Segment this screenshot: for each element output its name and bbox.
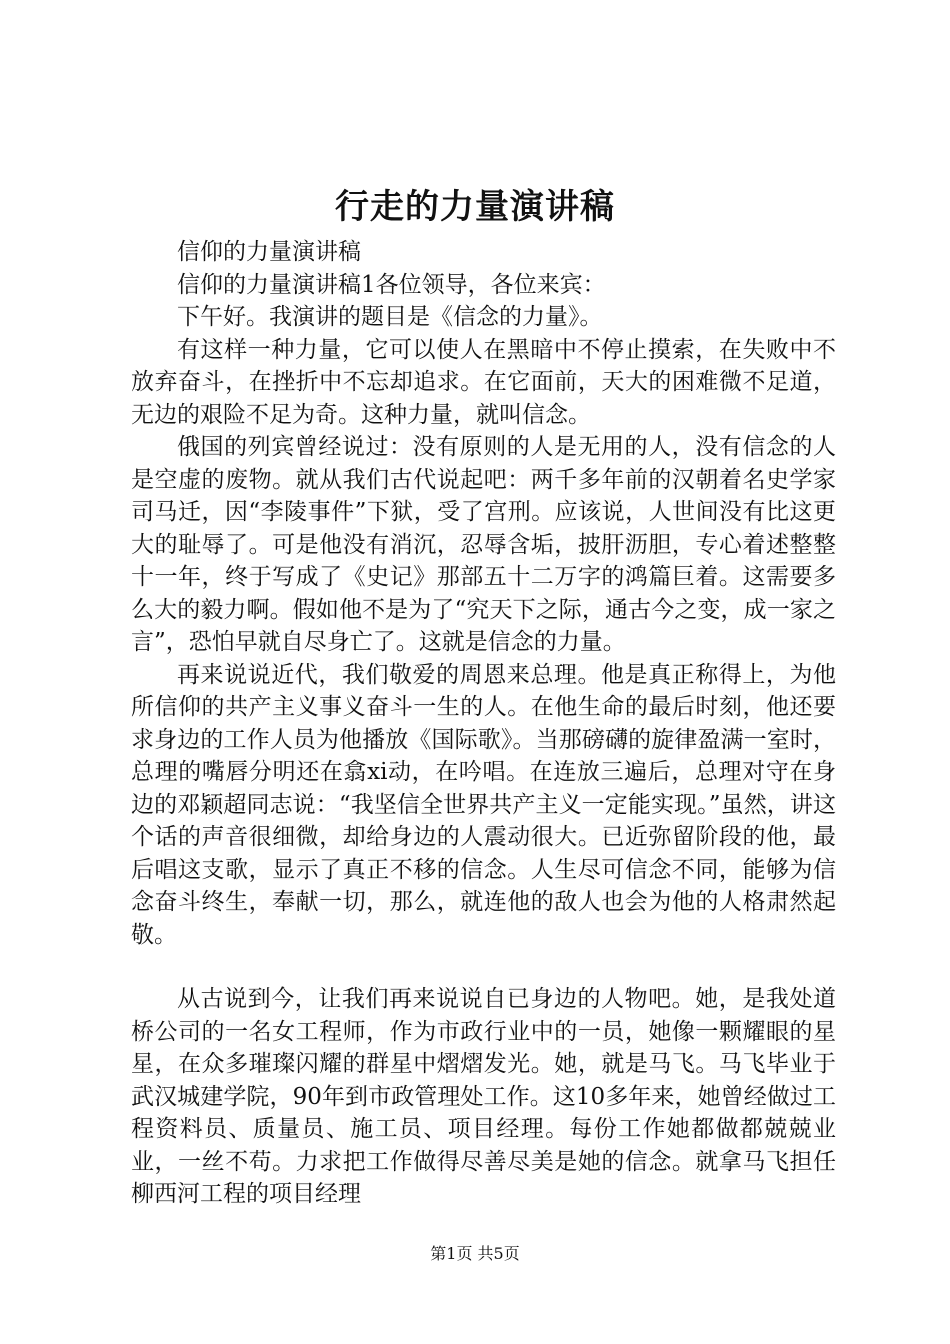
page-footer: 第1页 共5页	[430, 1244, 520, 1263]
document-body	[131, 236, 836, 1211]
paragraph: 从古说到今，让我们再来说说自已身边的人物吧。她，是我处道桥公司的一名女工程师，作为市政行业中的一员，她像一颗耀眼的星星，在众多璀璨闪耀的群星中熠熠发光。她，就是马飞。马飞毕业于武汉城建学院，90年到市政管理处工作。这10多年来，她曾经做过工程资料员、质量员、施工员、项目经理。每份工作她都做都兢兢业业，一丝不苟。力求把工作做得尽善尽美是她的信念。就拿马飞担任柳西河工程的项目经理	[131, 986, 836, 1207]
paragraph: 信仰的力量演讲稿	[177, 239, 361, 265]
paragraph: 俄国的列宾曾经说过：没有原则的人是无用的人，没有信念的人是空虚的废物。就从我们古代说起吧：两千多年前的汉朝着名史学家司马迁，因“李陵事件”下狱，受了宫刑。应该说，人世间没有比这更大的耻辱了。可是他没有消沉，忍辱含垢，披肝沥胆，专心着述整整十一年，终于写成了《史记》那部五十二万字的鸿篇巨着。这需要多么大的毅力啊。假如他不是为了“究天下之际，通古今之变，成一家之言”，恐怕早就自尽身亡了。这就是信念的力量。	[131, 434, 836, 655]
paragraph: 下午好。我演讲的题目是《信念的力量》。	[177, 304, 603, 330]
document-title: 行走的力量演讲稿	[335, 187, 615, 227]
paragraph: 再来说说近代，我们敬爱的周恩来总理。他是真正称得上，为他所信仰的共产主义事义奋斗一生的人。在他生命的最后时刻，他还要求身边的工作人员为他播放《国际歌》。当那磅礴的旋律盈满一室时，总理的嘴唇分明还在翕xi动，在吟唱。在连放三遍后，总理对守在身边的邓颖超同志说：“我坚信全世界共产主义一定能实现。”虽然，讲这个话的声音很细微，却给身边的人震动很大。已近弥留阶段的他，最后唱这支歌，显示了真正不移的信念。人生尽可信念不同，能够为信念奋斗终生，奉献一切，那么，就连他的敌人也会为他的人格肃然起敬。	[131, 661, 836, 948]
paragraph: 信仰的力量演讲稿1各位领导，各位来宾：	[177, 271, 606, 298]
paragraph: 有这样一种力量，它可以使人在黑暗中不停止摸索，在失败中不放弃奋斗，在挫折中不忘却追求。在它面前，天大的困难微不足道，无边的艰险不足为奇。这种力量，就叫信念。	[131, 336, 836, 428]
